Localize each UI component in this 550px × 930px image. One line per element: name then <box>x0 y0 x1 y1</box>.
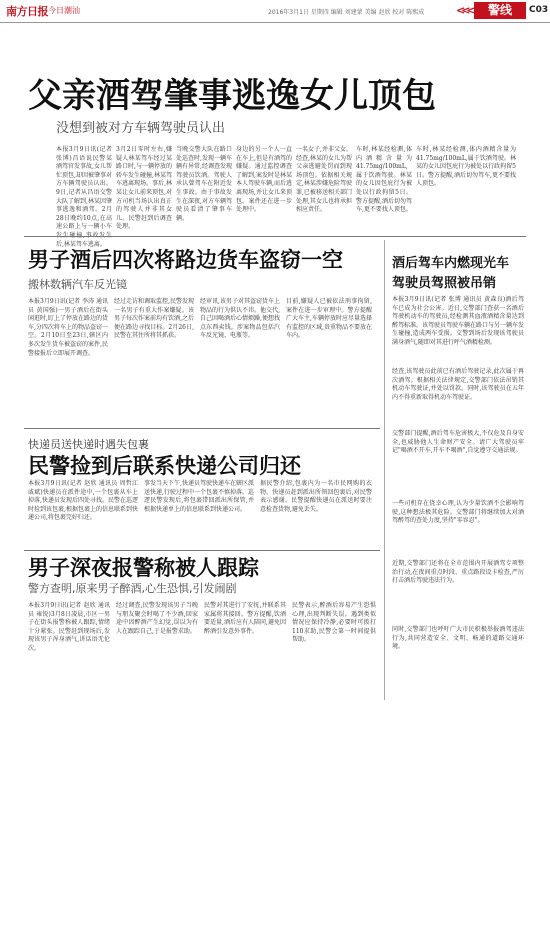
sidebar-headline-2: 驾驶员驾照被吊销 <box>392 276 497 291</box>
sidebar-para-2: 经查,该驾驶员此前已有酒后驾驶记录,此次属于再次酒驾。根据相关法律规定,交警部门依法吊销其机动车驾驶证,并处以罚款。同时,该驾驶员在五年内不得重新取得机动车驾驶证。 <box>392 368 524 401</box>
newspaper-logo: 南方日报 <box>6 5 48 18</box>
story1-headline: 父亲酒驾肇事逃逸女儿顶包 <box>28 76 436 116</box>
sidebar-para-4: 一些司机存在侥幸心理,认为少量饮酒不会影响驾驶,这种想法极其危险。交警部门将继续加大对酒驾醉驾的查处力度,坚持"零容忍"。 <box>392 500 524 525</box>
story1-col-1: 本报3月9日讯(记者 张博)昌语说民警某酒驾官发事故,女儿帮忙顶包,却因被肇事对方车辆驾驶员认出。9日,记者从昌语交警大队了解到,林某因肇事逃逸和酒驾。2月28日晚约10点,在高速公路上与一辆小车发生碰撞,事故发生后,林某驾车逃离。 <box>56 146 112 248</box>
sidebar-para-3: 交警部门提醒,酒后驾车危害极大,不仅危及自身安全,也威胁他人生命财产安全。请广大驾驶员牢记"喝酒不开车,开车不喝酒",自觉遵守交通法规。 <box>392 430 524 455</box>
story2-col-2: 经过走访和调取监控,民警发现一名男子有重大作案嫌疑。该男子每次作案前均有饮酒,之后便在路边寻找目标。2月26日,民警在其住所将其抓获。 <box>114 298 194 340</box>
edition-name: 今日潮汕 <box>48 6 80 15</box>
story2-col-3: 经审讯,该男子对其盗窃货车上物品的行为供认不讳。他交代,自己因喝酒后心情烦躁,便想找点东西卖钱。涉案物品包括汽车反光镜、电瓶等。 <box>200 298 280 340</box>
story2-col-4: 目前,嫌疑人已被依法刑事拘留,案件在进一步审理中。警方提醒广大车主,车辆停放时应尽量选择有监控的区域,贵重物品不要放在车内。 <box>286 298 372 340</box>
story3-headline: 民警捡到后联系快递公司归还 <box>28 454 301 478</box>
divider <box>24 236 526 237</box>
story3-col-3: 据民警介绍,包裹内为一名市民网购的衣物。快递员赶到派出所领回包裹后,对民警表示感谢。民警提醒快递员在派送时要注意检查货物,避免丢失。 <box>260 480 372 513</box>
story1-subhead: 没想到被对方车辆驾驶员认出 <box>56 121 226 136</box>
story3-kicker: 快递员送快递时遇失包裹 <box>28 438 149 451</box>
story4-col-3: 民警对其进行了安抚,并联系其家属将其接回。警方提醒,饮酒要适量,酒后应有人陪同,避免因醉酒引发意外事件。 <box>204 602 286 635</box>
sidebar-para-1: 本报3月9日讯(记者 张博 通讯员 黄森良)酒后驾车已成为社会公害。近日,交警部门查获一名酒后驾驶机动车的驾驶员,经检测其血液酒精含量达到醉驾标准。该驾驶员驾驶车辆在路口与另一辆车发生碰撞,造成两车受损。交警到场后发现该驾驶员满身酒气,随即对其进行呼气酒精检测。 <box>392 296 525 346</box>
divider <box>24 550 380 551</box>
story2-subhead: 搬林数辆汽车反光镜 <box>28 278 127 291</box>
story1-col-7: 车时,林某经检测,体内酒精含量为41.75mg/100mL,属于饮酒驾驶。林某的女儿因包庇行为被处以行政拘留5日。警方提醒,酒后切勿驾车,更不要找人顶包。 <box>416 146 516 188</box>
story1-col-4: 身边的另一个人一直在车上,但是有酒驾的嫌疑。通过监控调查了解到,案发时是林某本人驾驶车辆,而后逃离现场,并让女儿来顶包。案件还在进一步处理中。 <box>236 146 292 214</box>
sidebar-headline-1: 酒后驾车内燃现光车 <box>392 256 510 271</box>
issue-meta: 2016年3月1日 星期四 编辑 刘建蒙 美编 赵欣 校对 陈熙成 <box>268 9 425 16</box>
story1-col-2: 3月2日零时左右,嫌疑人林某驾车经过某路口时,与一辆停放的轿车发生碰撞,林某驾车逃离现场。事后,林某让女儿前来顶包,对方司机当场认出真正的驾驶人并非其女儿。民警赶到后调查处理。 <box>116 146 172 231</box>
story4-headline: 男子深夜报警称被人跟踪 <box>28 556 259 580</box>
section-label: 警线 <box>474 2 526 19</box>
story1-col-6: 车时,林某经检测,体内酒精含量为41.75mg/100mL,属于饮酒驾驶。林某的女儿因包庇行为被处以行政拘留5日。警方提醒,酒后切勿驾车,更不要找人顶包。 <box>356 146 412 214</box>
story3-col-2: 事发当天下午,快递员驾驶快递车在辖区派送快递,行驶过程中一个包裹不慎掉落。巡逻民警发现后,将包裹带回派出所保管,并根据快递单上的信息联系到快递公司。 <box>144 480 254 513</box>
page-number: C03 <box>529 5 549 15</box>
story1-col-5: 一名女子,并非父女。经查,林某的女儿为帮父亲逃避处罚而到现场顶包。依据相关规定,林某涉嫌危险驾驶罪,已被移送相关部门处理,其女儿也将承担相应责任。 <box>296 146 352 214</box>
column-divider <box>384 240 385 700</box>
story4-col-2: 经过调查,民警发现该男子当晚与朋友聚会时喝了不少酒,回家途中因醉酒产生幻觉,误以为有人在跟踪自己,于是报警求助。 <box>116 602 198 635</box>
sidebar-para-6: 同时,交警部门也呼吁广大市民积极举报酒驾违法行为,共同营造安全、文明、畅通的道路交通环境。 <box>392 626 524 651</box>
story1-col-3: 当晚交警大队在路口处巡查时,发现一辆车辆有异常,经调查发现驾驶员饮酒。驾驶人承认曾驾车在附近发生事故。由于事故发生在深夜,对方车辆驾驶员看清了肇事车辆。 <box>176 146 232 222</box>
story3-col-1: 本报3月9日讯(记者 赵欣 通讯员 周哲江 戚斌)快递员在派件途中,一个包裹从车上掉落,快递员发现后四处寻找。民警在巡逻时捡到该包裹,根据包裹上的信息联系到快递公司,将包裹完好归还。 <box>28 480 138 522</box>
story4-col-1: 本报3月9日讯(记者 赵欣 通讯员 雍锐)3月8日凌晨,市区一男子在街头报警称被人跟踪,情绪十分紧张。民警赶到现场后,发现该男子浑身酒气,讲话语无伦次。 <box>28 602 110 652</box>
story2-col-1: 本报3月9日讯(记者 李涛 通讯员 黄国强)一男子酒后在街头闲逛时,盯上了停放在路边的货车,分四次将车上的物品盗窃一空。2月10日至23日,辖区内多次发生货车被盗窃的案件,民警接报后立即展开调查。 <box>28 298 108 357</box>
divider <box>24 428 380 429</box>
section-arrows-icon: <<< <box>456 4 472 17</box>
story4-col-4: 民警表示,醉酒后容易产生恐惧心理,出现判断失误。遇到类似情况应保持冷静,必要时可拨打110求助,民警会第一时间提供帮助。 <box>292 602 376 644</box>
story4-subhead: 警方查明,原来男子醉酒,心生恐惧,引发闹剧 <box>28 582 237 595</box>
story2-headline: 男子酒后四次将路边货车盗窃一空 <box>28 248 343 272</box>
sidebar-para-5: 近期,交警部门还将在全市范围内开展酒驾专项整治行动,在夜间重点时段、重点路段设卡检查,严厉打击酒后驾驶违法行为。 <box>392 560 524 585</box>
